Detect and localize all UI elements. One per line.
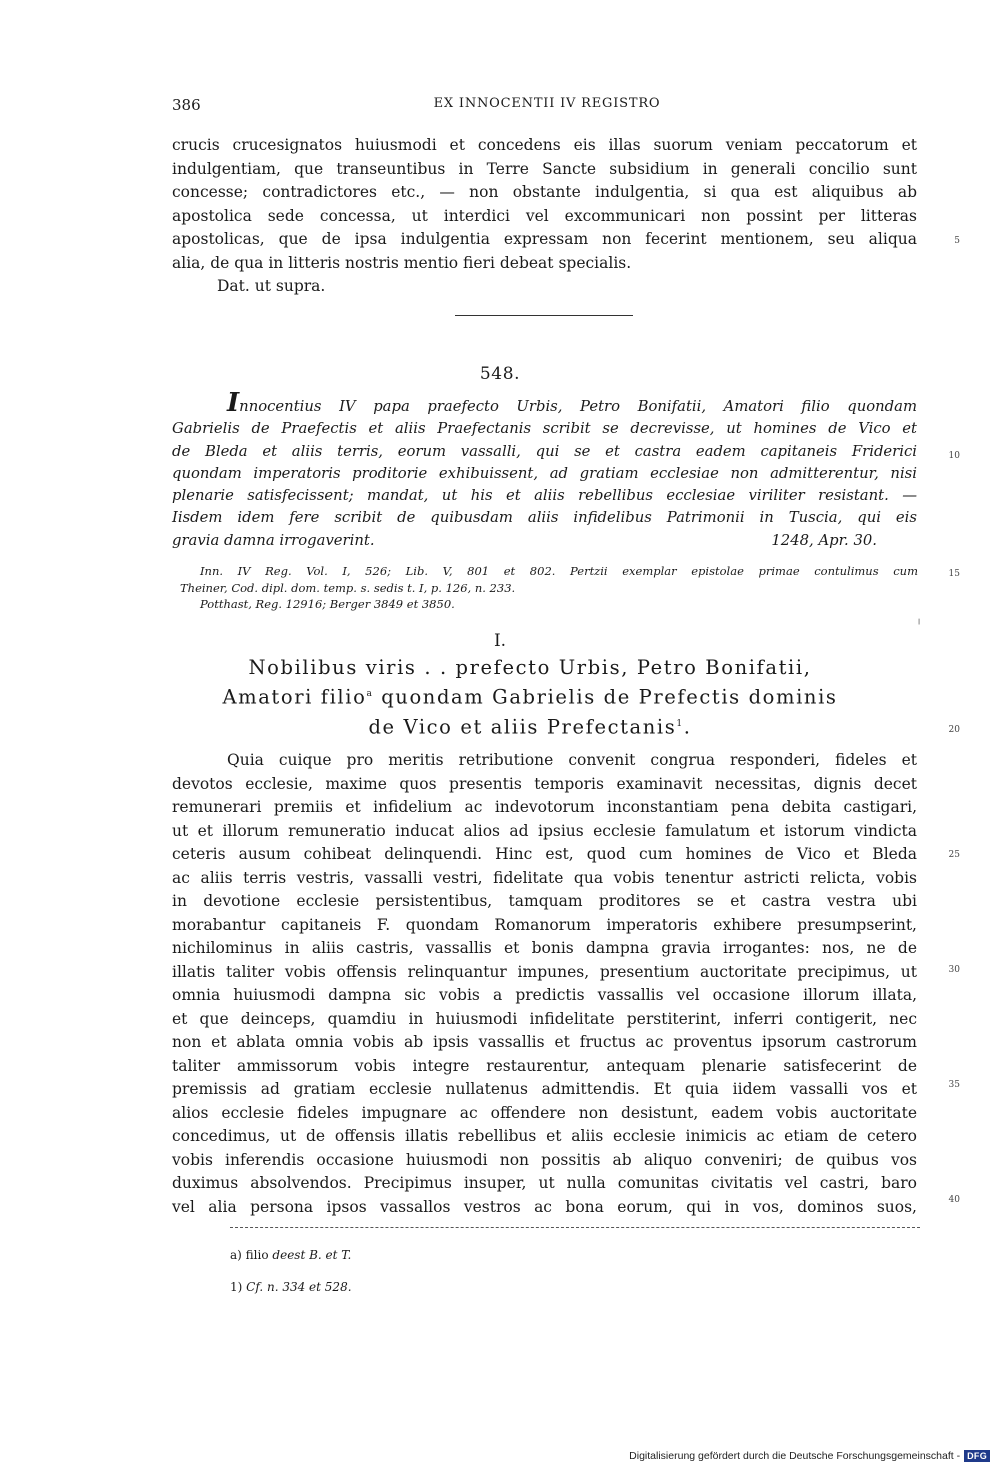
text-line: indulgentiam, que transeuntibus in Terre Sancte subsidium in generali concilio sunt bbox=[172, 159, 917, 178]
footnote-mark: 1) bbox=[230, 1280, 243, 1294]
text-line: alia, de qua in litteris nostris mentio fieri debeat specialis. bbox=[172, 253, 632, 272]
line-number: 40 bbox=[948, 1195, 960, 1205]
text-line: ac aliis terris vestris, vassalli vestri, fidelitate qua vobis tenentur astricti relicta, vobis bbox=[172, 868, 917, 887]
running-title: EX INNOCENTII IV REGISTRO bbox=[433, 96, 661, 111]
credit-text: Digitalisierung gefördert durch die Deutsche Forschungsgemeinschaft - bbox=[629, 1450, 961, 1462]
regest-line: plenarie satisfecissent; mandat, ut his et aliis rebellibus ecclesiae viriliter resistant. — bbox=[172, 487, 917, 505]
source-line: Potthast, Reg. 12916; Berger 3849 et 3850. bbox=[200, 597, 455, 611]
text-line: crucis crucesignatos huiusmodi et concedens eis illas suorum veniam peccatorum et bbox=[172, 136, 917, 154]
text-line: taliter ammissorum vobis integre restaurentur, antequam plenarie satisfecerint de bbox=[172, 1056, 917, 1075]
text-line: omnia huiusmodi dampna sic vobis a predictis vassallis vel occasione illorum illata, bbox=[172, 986, 917, 1004]
text-line: illatis taliter vobis offensis relinquantur impunes, presentium auctoritate precipimus, ut bbox=[172, 962, 917, 981]
text-line: non et ablata omnia vobis ab ipsis vassallis et fructus ac proventus ipsorum castrorum bbox=[172, 1033, 917, 1051]
line-number: 5 bbox=[954, 236, 960, 246]
text-line: ceteris ausum cohibeat delinquendi. Hinc est, quod cum homines de Vico et Bleda bbox=[172, 845, 917, 863]
line-number: 25 bbox=[948, 850, 960, 860]
footnote-a: a) filio deest B. et T. bbox=[230, 1248, 352, 1262]
line-number: 30 bbox=[948, 965, 960, 975]
text-line: concedimus, ut de offensis illatis rebellibus et aliis ecclesie inimicis ac etiam de cetero bbox=[172, 1127, 917, 1145]
text-line: apostolicas, que de ipsa indulgentia expressam non fecerint mentionem, seu aliqua bbox=[172, 230, 917, 248]
footnote-mark: a) bbox=[230, 1248, 242, 1262]
section-numeral: I. bbox=[493, 631, 507, 651]
sources bbox=[180, 563, 918, 613]
line-number: 15 bbox=[948, 569, 960, 579]
initial-letter: I bbox=[227, 388, 240, 418]
footnote-1: 1) Cf. n. 334 et 528. bbox=[230, 1280, 352, 1294]
text-line: concesse; contradictores etc., — non obstante indulgentia, si qua est aliquibus ab bbox=[172, 183, 917, 201]
address-line: Nobilibus viris . . prefecto Urbis, Petro Bonifatii, bbox=[248, 656, 812, 679]
document-number: 548. bbox=[479, 364, 521, 384]
text-line: ut et illorum remuneratio inducat alios ad ipsius ecclesie famulatum et istorum vindicta bbox=[172, 821, 917, 840]
continuation-paragraph bbox=[172, 134, 917, 299]
regest-line: Gabrielis de Praefectis et aliis Praefectanis scribit se decrevisse, ut homines de Vico et bbox=[172, 420, 917, 438]
regest-line: de Bleda et aliis terris, eorum vassalli, qui se et castra eadem capitaneis Friderici bbox=[172, 442, 917, 460]
regest-line: quondam imperatoris proditorie exhibuissent, ad gratiam ecclesiae non admitterentur, nisi bbox=[172, 464, 917, 482]
dfg-logo: DFG bbox=[964, 1450, 990, 1462]
line-number: 20 bbox=[948, 725, 960, 735]
text-line: Quia cuique pro meritis retributione convenit congrua responderi, fideles et bbox=[227, 751, 917, 769]
line-number: 35 bbox=[948, 1080, 960, 1090]
address-line: Amatori filio$^a$ quondam Gabrielis de Prefectis dominis bbox=[222, 685, 838, 709]
text-line: vobis inferendis occasione huiusmodi non possitis ab aliquo conveniri; de quibus vos bbox=[172, 1150, 917, 1169]
text-line: apostolica sede concessa, ut interdici vel excommunicari non possint per litteras bbox=[172, 206, 917, 225]
regest-line-first: Innocentius IV papa praefecto Urbis, Petro Bonifatii, Amatori filio quondam bbox=[227, 388, 917, 418]
regest-line: Iisdem idem fere scribit de quibusdam aliis infidelibus Patrimonii in Tuscia, qui eis bbox=[172, 509, 917, 527]
text-line: nichilominus in aliis castris, vassallis et bonis dampna gravia irrogantes: nos, ne de bbox=[172, 939, 917, 957]
margin-mark: ╷ bbox=[916, 614, 923, 625]
separator-rule bbox=[455, 315, 633, 316]
text-line: morabantur capitaneis F. quondam Romanorum imperatoris exhibere presumpserint, bbox=[172, 915, 917, 934]
regest-date-line bbox=[172, 530, 917, 552]
address bbox=[220, 655, 840, 740]
regest-line: gravia damna irrogaverint. bbox=[172, 531, 375, 549]
text-line: premissis ad gratiam ecclesie nullatenus admittendis. Et quia iidem vassalli vos et bbox=[172, 1080, 917, 1098]
page-number: 386 bbox=[172, 96, 201, 114]
line-number: 10 bbox=[948, 451, 960, 461]
document-date: 1248, Apr. 30. bbox=[771, 531, 877, 549]
text-line: duximus absolvendos. Precipimus insuper, ut nulla comunitas civitatis vel castri, baro bbox=[172, 1174, 917, 1192]
source-line: Inn. IV Reg. Vol. I, 526; Lib. V, 801 et 802. Pertzii exemplar epistolae primae contulimus cum bbox=[200, 564, 918, 578]
footnote-marker: a bbox=[366, 689, 374, 699]
address-line: de Vico et aliis Prefectanis$^1$. bbox=[368, 715, 692, 738]
text-line: in devotione ecclesie persistentibus, tamquam proditores se et castra vestra ubi bbox=[172, 892, 917, 910]
text-line: remunerari premiis et infidelium ac indevotorum inconstantiam pena debita castigari, bbox=[172, 798, 917, 816]
footnote-marker: 1 bbox=[676, 718, 684, 729]
digitization-credit bbox=[629, 1450, 990, 1462]
text-line: devotos ecclesie, maxime quos presentis temporis examinavit necessitas, dignis decet bbox=[172, 774, 917, 793]
text-line: alios ecclesie fideles impugnare ac offendere non desistunt, eadem vobis auctoritate bbox=[172, 1103, 917, 1122]
source-line: Theiner, Cod. dipl. dom. temp. s. sedis t. I, p. 126, n. 233. bbox=[180, 580, 516, 595]
footnote-rule bbox=[230, 1227, 920, 1228]
letter-body bbox=[172, 749, 917, 1219]
running-head bbox=[172, 96, 922, 116]
text-line: vel alia persona ipsos vassallos vestros ac bona eorum, qui in vos, dominos suos, bbox=[172, 1197, 917, 1216]
regest bbox=[172, 388, 917, 552]
text-line: et que deinceps, quamdiu in huiusmodi infidelitate perstiterint, inferri contigerit, nec bbox=[172, 1009, 917, 1028]
dat-line: Dat. ut supra. bbox=[217, 277, 326, 295]
